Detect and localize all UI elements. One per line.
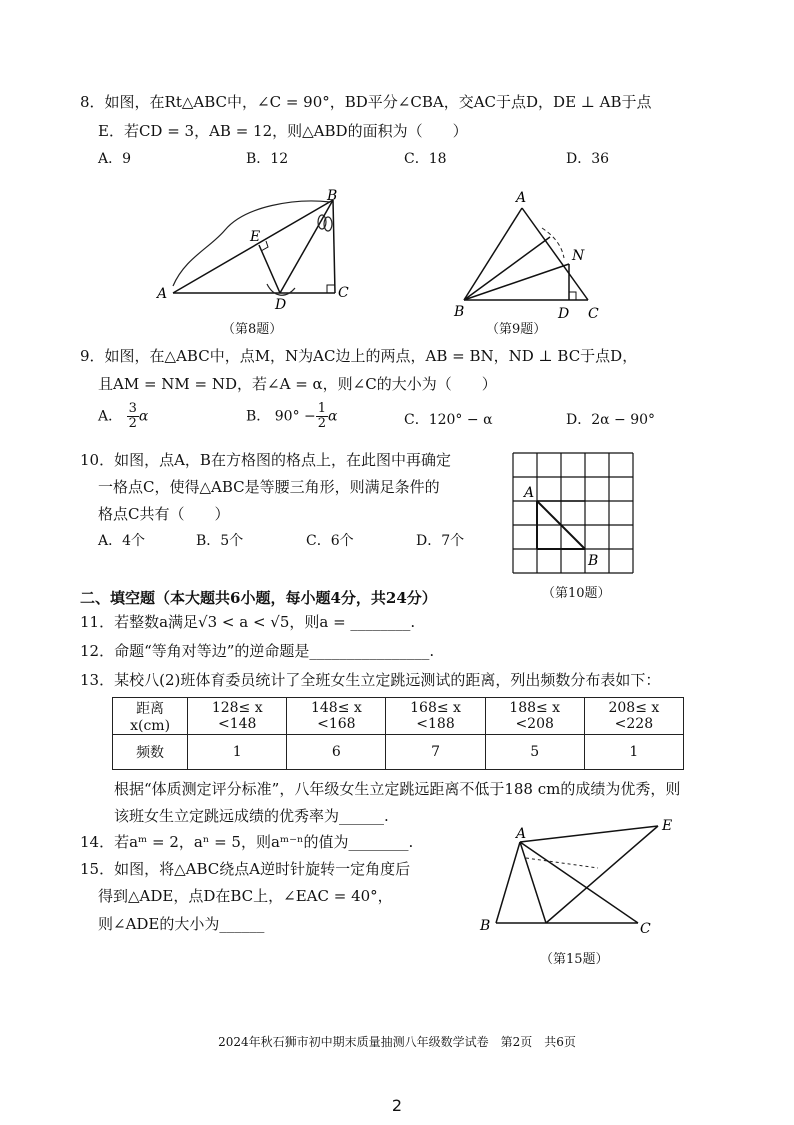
table-header-cell: 距离x(cm) <box>113 698 188 735</box>
fig9-segment-bn <box>464 264 569 300</box>
section-2-heading: 二、填空题（本大题共6小题，每小题4分，共24分） <box>80 589 437 607</box>
fig9-right-angle-d <box>569 292 576 300</box>
fig15-label-c: C <box>640 921 651 937</box>
fig10-label-a: A <box>524 485 535 501</box>
fig15-segment-ac <box>520 842 638 923</box>
q10-line1: 10．如图，点A，B在方格图的格点上，在此图中再确定 <box>80 451 451 469</box>
q9-line2: 且AM = NM = ND，若∠A = α，则∠C的大小为（ ） <box>98 375 497 393</box>
fig15-segment-ae <box>520 826 658 842</box>
fig9-segment-ba <box>464 208 522 300</box>
q8-line2: E．若CD = 3，AB = 12，则△ABD的面积为（ ） <box>98 122 468 140</box>
fig9-label-a: A <box>516 190 527 206</box>
fig15-pencil-mark <box>526 858 598 868</box>
page-footer: 2024年秋石狮市初中期末质量抽测八年级数学试卷 第2页 共6页 <box>218 1035 576 1049</box>
fig15-segment-ab <box>496 842 520 923</box>
fig8-right-angle-e <box>261 241 268 251</box>
fig8-angle-mark-2 <box>324 217 332 231</box>
fig9-label-b: B <box>454 304 465 320</box>
fig10-grid-lines <box>513 453 633 573</box>
q8-option-d: D．36 <box>566 151 610 167</box>
fig15-label-b: B <box>480 918 491 934</box>
figure-10-grid <box>512 452 634 574</box>
fig15-segment-ad <box>520 842 546 923</box>
q9-option-c: C．120° − α <box>404 412 493 428</box>
table-row <box>113 735 684 770</box>
fig8-right-angle-c <box>327 285 335 293</box>
fig8-segment-de <box>259 245 280 293</box>
table-header-cell: 128≤ x <148 <box>188 698 287 735</box>
table-header-cell: 168≤ x <188 <box>386 698 485 735</box>
q8-option-b: B．12 <box>246 151 289 167</box>
fig15-caption: （第15题） <box>540 952 609 967</box>
fig10-caption: （第10题） <box>542 586 611 601</box>
q9-option-d: D．2α − 90° <box>566 412 656 428</box>
table-header-cell: 188≤ x <208 <box>485 698 584 735</box>
q9-option-a: A． $\frac{3}{2}$ α <box>98 401 149 431</box>
fig15-label-e: E <box>662 818 673 834</box>
q10-option-c: C．6个 <box>306 533 354 549</box>
fig9-pencil-mark <box>542 228 564 258</box>
fig8-label-b: B <box>327 188 338 204</box>
fig15-label-a: A <box>516 826 527 842</box>
q8-line1: 8．如图，在Rt△ABC中，∠C = 90°，BD平分∠CBA，交AC于点D，DE ⊥ AB于点 <box>80 93 652 111</box>
q12-line: 12．命题“等角对等边”的逆命题是________________. <box>80 642 435 660</box>
fig9-caption: （第9题） <box>486 322 547 337</box>
fig8-segment-bd <box>280 200 333 293</box>
frequency-table <box>112 697 684 770</box>
q13-line1: 13．某校八(2)班体育委员统计了全班女生立定跳远测试的距离，列出频数分布表如下： <box>80 671 661 689</box>
figure-8-diagram <box>155 188 355 318</box>
fig9-segment-bm <box>464 237 550 300</box>
table-cell: 5 <box>485 735 584 770</box>
q13-line3: 该班女生立定跳远成绩的优秀率为______. <box>114 807 389 825</box>
fig15-segment-de <box>546 826 658 923</box>
fig8-segment-bc <box>333 200 335 293</box>
fig8-label-d: D <box>275 297 287 313</box>
q11-line: 11．若整数a满足√3 < a < √5，则a = ________. <box>80 613 416 631</box>
figure-9-diagram <box>452 188 612 322</box>
fig8-label-e: E <box>250 229 261 245</box>
table-header-cell: 148≤ x <168 <box>287 698 386 735</box>
q13-line2: 根据“体质测定评分标准”，八年级女生立定跳远距离不低于188 cm的成绩为优秀，则 <box>114 780 681 798</box>
fig8-caption: （第8题） <box>222 322 283 337</box>
fig9-label-n: N <box>572 248 585 264</box>
fig10-label-b: B <box>588 553 599 569</box>
q9-line1: 9．如图，在△ABC中，点M，N为AC边上的两点，AB = BN，ND ⊥ BC于点D， <box>80 347 638 365</box>
q10-line3: 格点C共有（ ） <box>98 505 230 523</box>
q10-option-d: D．7个 <box>416 533 465 549</box>
q10-option-a: A．4个 <box>98 533 146 549</box>
page-number: 2 <box>391 1096 403 1115</box>
fig9-label-c: C <box>588 306 599 322</box>
q10-option-b: B．5个 <box>196 533 244 549</box>
table-row <box>113 698 684 735</box>
q8-option-a: A．9 <box>98 151 132 167</box>
fig8-label-c: C <box>338 285 349 301</box>
fig8-segment-ab <box>173 200 333 293</box>
table-cell: 6 <box>287 735 386 770</box>
table-cell: 1 <box>584 735 683 770</box>
q9-option-b: B． 90° − $\frac{1}{2}$ α <box>246 401 338 431</box>
q15-line1: 15．如图，将△ABC绕点A逆时针旋转一定角度后 <box>80 860 411 878</box>
table-cell: 1 <box>188 735 287 770</box>
q15-line2: 得到△ADE，点D在BC上，∠EAC = 40°， <box>98 887 393 905</box>
figure-15-diagram <box>478 818 678 940</box>
fig8-label-a: A <box>157 286 168 302</box>
fig9-label-d: D <box>558 306 570 322</box>
q14-line: 14．若aᵐ = 2，aⁿ = 5，则aᵐ⁻ⁿ的值为________. <box>80 833 414 851</box>
table-cell: 频数 <box>113 735 188 770</box>
q8-option-c: C．18 <box>404 151 447 167</box>
q10-line2: 一格点C，使得△ABC是等腰三角形，则满足条件的 <box>98 478 440 496</box>
table-cell: 7 <box>386 735 485 770</box>
table-header-cell: 208≤ x <228 <box>584 698 683 735</box>
q15-line3: 则∠ADE的大小为______ <box>98 915 265 933</box>
